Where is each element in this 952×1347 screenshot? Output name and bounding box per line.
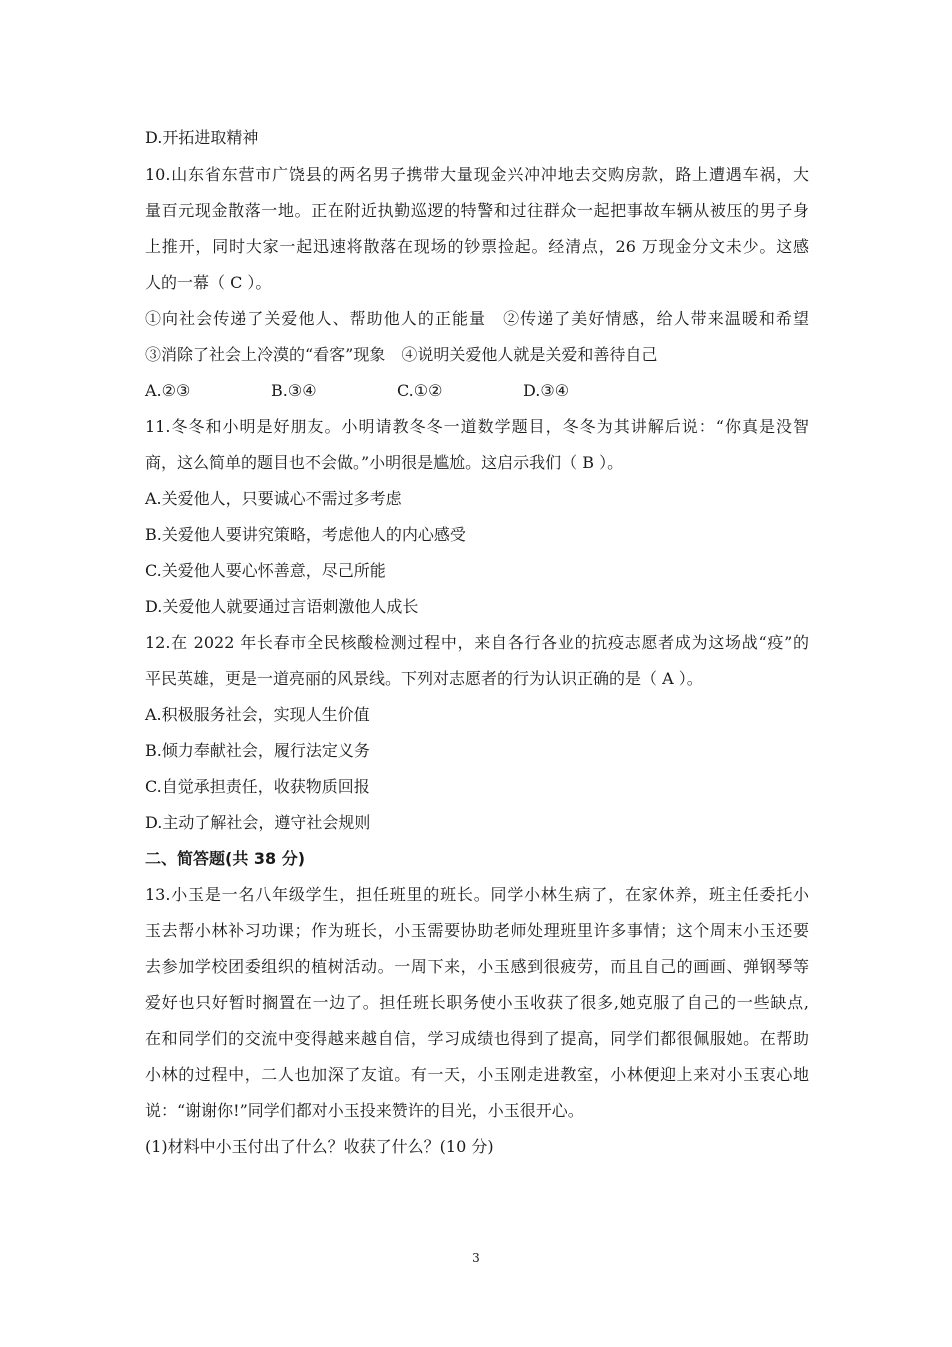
question-12-text: 平民英雄，更是一道亮丽的风景线。下列对志愿者的行为认识正确的是（ A ）。 <box>145 669 703 688</box>
question-13-material: 去参加学校团委组织的植树活动。一周下来，小玉感到很疲劳，而且自己的画画、弹钢琴等 <box>145 957 809 976</box>
option-b: B.③④ <box>271 381 317 400</box>
question-10-options <box>145 380 649 402</box>
option-d-line: D.开拓进取精神 <box>145 128 259 147</box>
option-d: D.主动了解社会，遵守社会规则 <box>145 813 371 832</box>
option-c: C.自觉承担责任，收获物质回报 <box>145 777 370 796</box>
question-10-text: 量百元现金散落一地。正在附近执勤巡逻的特警和过往群众一起把事故车辆从被压的男子身 <box>145 201 809 220</box>
option-d: D.③④ <box>523 381 570 400</box>
option-a: A.关爱他人，只要诚心不需过多考虑 <box>145 489 402 508</box>
question-10-statement: ①向社会传递了关爱他人、帮助他人的正能量 ②传递了美好情感，给人带来温暖和希望 <box>145 309 809 328</box>
option-b: B.关爱他人要讲究策略，考虑他人的内心感受 <box>145 525 466 544</box>
question-11-text: 商，这么简单的题目也不会做。”小明很是尴尬。这启示我们（ B ）。 <box>145 453 624 472</box>
question-13-material: 13.小玉是一名八年级学生，担任班里的班长。同学小林生病了，在家休养，班主任委托小 <box>145 885 809 904</box>
question-10-statement: ③消除了社会上冷漠的“看客”现象 ④说明关爱他人就是关爱和善待自己 <box>145 345 658 364</box>
question-12-text: 12.在 2022 年长春市全民核酸检测过程中，来自各行各业的抗疫志愿者成为这场战“疫”的 <box>145 633 809 652</box>
section-heading: 二、简答题(共 38 分) <box>145 849 306 868</box>
question-13-material: 在和同学们的交流中变得越来越自信，学习成绩也得到了提高，同学们都很佩服她。在帮助 <box>145 1029 809 1048</box>
page-number: 3 <box>472 1251 480 1265</box>
question-11-text: 11.冬冬和小明是好朋友。小明请教冬冬一道数学题目，冬冬为其讲解后说：“你真是没智 <box>145 417 809 436</box>
question-13-material: 小林的过程中，二人也加深了友谊。有一天，小玉刚走进教室，小林便迎上来对小玉衷心地 <box>145 1065 809 1084</box>
question-13-material: 玉去帮小林补习功课；作为班长，小玉需要协助老师处理班里许多事情；这个周末小玉还要 <box>145 921 809 940</box>
option-d: D.关爱他人就要通过言语刺激他人成长 <box>145 597 419 616</box>
question-13-material: 说：“谢谢你!”同学们都对小玉投来赞许的目光，小玉很开心。 <box>145 1101 584 1120</box>
option-b: B.倾力奉献社会，履行法定义务 <box>145 741 370 760</box>
option-c: C.关爱他人要心怀善意，尽己所能 <box>145 561 386 580</box>
question-10-text: 人的一幕（ C ）。 <box>145 273 272 292</box>
question-10-text: 10.山东省东营市广饶县的两名男子携带大量现金兴冲冲地去交购房款，路上遭遇车祸，大 <box>145 165 809 184</box>
question-10-text: 上推开，同时大家一起迅速将散落在现场的钞票捡起。经清点，26 万现金分文未少。这感 <box>145 237 809 256</box>
option-a: A.②③ <box>145 381 191 400</box>
question-13-material: 爱好也只好暂时搁置在一边了。担任班长职务使小玉收获了很多,她克服了自己的一些缺点, <box>145 993 809 1012</box>
question-13-subquestion: (1)材料中小玉付出了什么？收获了什么？(10 分) <box>145 1137 494 1156</box>
option-c: C.①② <box>397 381 443 400</box>
option-a: A.积极服务社会，实现人生价值 <box>145 705 370 724</box>
